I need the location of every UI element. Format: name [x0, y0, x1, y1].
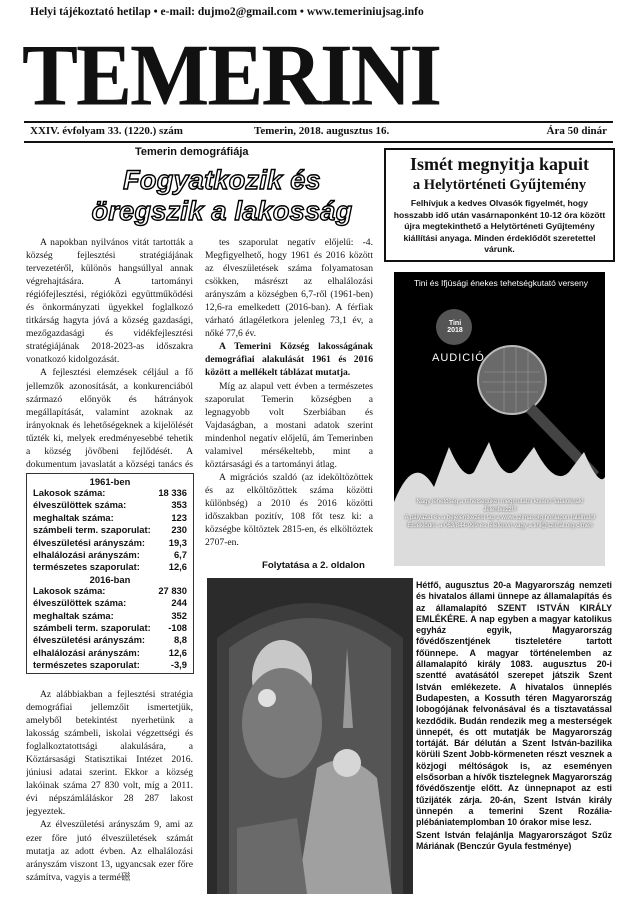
row-value: 8,8 [173, 634, 187, 646]
table-row [33, 585, 187, 597]
row-value: 352 [171, 609, 187, 621]
headline-line1: Fogyatkozik és [123, 165, 321, 195]
row-label: természetes szaporulat: [33, 561, 140, 573]
notice-text: Felhívjuk a kedves Olvasók figyelmét, hogy hosszabb idő után vasárnaponként 10-12 óra között újra megtekinthető a Helytörténeti Gyűjtemény kiállítási anyaga. Minden érdeklődőt szeretettel várunk. [393, 198, 606, 254]
row-value: 230 [171, 524, 187, 536]
table-row [33, 647, 187, 659]
header-topline: Helyi tájékoztató hetilap • e-mail: dujmo2@gmail.com • www.temeriniujsag.info [30, 6, 424, 18]
issue-bar [24, 121, 613, 143]
row-value: -3,9 [170, 659, 187, 671]
table-row [33, 634, 187, 646]
table-row [33, 537, 187, 549]
demographics-table [26, 473, 194, 674]
table-row [33, 659, 187, 671]
masthead-title: TEMERINI [22, 28, 441, 125]
headline-line2: öregszik a lakosság [91, 196, 353, 226]
article-col1-top [26, 236, 193, 468]
row-value: 123 [171, 511, 187, 523]
row-label: Lakosok száma: [33, 584, 106, 596]
paragraph: Az élveszületési arányszám 9, ami az ezer főre jutó élveszületések számát mutatja az adott évben. Az elhalálozási arányszám viszont 13, ugyancsak ezer főre számítva, vagyis a termé磁 [26, 819, 193, 883]
poster-line: Jelentkezz!!! [483, 507, 517, 513]
poster-line: Érdeklődni: a 063/844-999-es telefonon vagy a tini@szimal.org címen [407, 523, 593, 529]
row-label: élveszületési arányszám: [33, 634, 146, 646]
holiday-article [416, 580, 612, 852]
issue-date: Temerin, 2018. augusztus 16. [254, 125, 390, 137]
issue-price: Ára 50 dinár [546, 125, 607, 137]
saint-stephen-painting [207, 578, 413, 894]
article-headline [62, 165, 382, 227]
table-row [33, 597, 187, 609]
row-value: 12,6 [168, 561, 187, 573]
row-label: számbeli term. szaporulat: [33, 524, 151, 536]
notice-title: Ismét megnyitja kapuit [410, 154, 589, 174]
table-row [33, 512, 187, 524]
poster-text [400, 498, 600, 530]
table-heading-1961: 1961-ben [89, 476, 131, 487]
row-label: élveszülöttek száma: [33, 499, 127, 511]
article-col1-bottom [26, 688, 193, 894]
table-row [33, 610, 187, 622]
table-row [33, 487, 187, 499]
poster-logo: Tini 2018 [447, 320, 463, 334]
row-label: meghaltak száma: [33, 511, 114, 523]
poster-line: Nagy lehetőség a tehetségüket megmutatni kívánó fiataloknak! [416, 499, 584, 505]
poster-title: Tini és Ifjúsági énekes tehetségkutató verseny [413, 278, 589, 288]
table-heading-2016: 2016-ban [89, 573, 131, 585]
row-label: elhalálozási arányszám: [33, 646, 140, 658]
row-value: 353 [171, 499, 187, 511]
table-row [33, 524, 187, 536]
poster-audicio: AUDICIÓ [432, 352, 485, 364]
row-label: számbeli term. szaporulat: [33, 621, 151, 633]
notice-subtitle: a Helytörténeti Gyűjtemény [412, 177, 587, 193]
row-value: 244 [171, 597, 187, 609]
poster-line: A pályázat és a bejelentkezési lap a www.szimal.org honlapon található! [404, 515, 596, 521]
row-label: élveszületési arányszám: [33, 536, 146, 548]
continued-note: Folytatása a 2. oldalon [262, 560, 365, 571]
holiday-text: Hétfő, augusztus 20-a Magyarország nemzeti és hivatalos állami ünnepe az államalapítás és az államalapító SZENT ISTVÁN KIRÁLY EMLÉKÉRE. A nap egyben a magyar katolikus egyház egyik, Magyarország fővédőszentjének tiszteletére tartott főünnepe. A magyar történelemben az államalapító király 1083. augusztus 20-i szentté avatásától szerepet játszik Szent István emlékezete. A hivatalos ünneplés Budapesten, a Kossuth téren Magyarország lobogójának felvonásával és a tisztavatással kezdődik. Budán rendezik meg a mesterségek ünnepét, és ott mutatják be Magyarország tortáját. Bár délután a Szent István-bazilika körüli Szent Jobb-körmeneten részt vesznek a közjogi méltóságok is, az eseményen elsősorban a hívők tisztelegnek Magyarország fővédőszentje előtt. Az ünnepnapot az esti tűzijáték zárja. 20-án, Szent István király ünnepén a temerini Szent Rozália-plébániatemplomban 10 órakor mise lesz. [416, 580, 612, 828]
article-col2 [205, 236, 373, 562]
paragraph: Míg az alapul vett évben a természetes szaporulat Temerin községben a legnagyobb volt Szerbiában és Vajdaságban, a mostani adatok szerint mindenhol negatív előjelű, ám Temerinben valamivel mérsékeltebb, mint a köztársasági és a tartományi átlag. [205, 380, 373, 470]
row-value: 18 336 [158, 487, 187, 498]
table-row [33, 499, 187, 511]
row-value: 12,6 [168, 646, 187, 658]
table-row [33, 622, 187, 634]
row-value: 27 830 [158, 584, 187, 596]
row-value: -108 [168, 621, 187, 633]
row-label: természetes szaporulat: [33, 659, 140, 671]
row-label: élveszülöttek száma: [33, 597, 127, 609]
paragraph-bold: A Temerini Község lakosságának demográfiai alakulását 1961 és 2016 között a mellékelt táblázat mutatja. [205, 341, 373, 379]
row-value: 6,7 [173, 548, 187, 560]
paragraph: Az alábbiakban a fejlesztési stratégia demográfiai jellemzőit ismertetjük, amelyből betekintést nyerhetünk a lakosság számbeli, iskolai végzettségi és foglalkoztatottsági alakulására, a Köztársasági Statisztikai Intézet 2016. júniusi adatai szerint. Ekkor a község lakóinak száma 27 830 volt, míg a 2011. évi népszámláláskor 28 287 lakost jegyeztek. [26, 689, 193, 818]
article-kicker: Temerin demográfiája [135, 146, 249, 158]
museum-notice-box [384, 148, 615, 262]
paragraph: tes szaporulat negatív előjelű: -4. Megfigyelhető, hogy 1961 és 2016 között az élveszületések száma folyamatosan csökken, másrészt az elhalálozási arányszám a községben 6,7-ről (1961-ben) 12,6-ra emelkedett (2016-ban). A férfiak várható átlagéletkora jelenleg 73,1 év, a nőké 77,6 év. [205, 237, 373, 340]
paragraph: A migrációs szaldó (az ideköltözöttek és az elköltözöttek száma közötti különbség) a 2010 és 2016 közötti időszakban pozitív, 108 főt tesz ki: a községbe költöztek 2815-en, és elköltöztek 2707-en. [205, 471, 373, 549]
paragraph: A napokban nyilvános vitát tartották a község fejlesztési stratégiájának tervezetéről, különös hangsúllyal annak végrehajtására. A tartományi régiófejlesztési, régióközi együttműködési és önkormányzati ügyekkel foglalkozó titkárság hagyta jóvá a község gazdasági, mezőgazdasági és vidékfejlesztési stratégiájának 2018-2023-as időszakra vonatkozó kidolgozását. [26, 237, 193, 366]
issue-number: XXIV. évfolyam 33. (1220.) szám [30, 125, 183, 137]
paragraph: A fejlesztési elemzések céljául a fő jellemzők azonosítását, a konkurenciából származó előnyök és hátrányok megállapítását, valamint azoknak az irányoknak és lehetőségeknek a kijelölését tűzték ki, melyek eredményesebbé tehetik a község jövőbeni fejlődését. A dokumentum javaslatát a községi tanács és [26, 367, 193, 468]
table-row [33, 549, 187, 561]
row-value: 19,3 [168, 536, 187, 548]
row-label: elhalálozási arányszám: [33, 548, 140, 560]
audition-poster [394, 272, 605, 566]
table-row [33, 561, 187, 573]
row-label: meghaltak száma: [33, 609, 114, 621]
row-label: Lakosok száma: [33, 487, 106, 498]
painting-caption: Szent István felajánlja Magyarországot Szűz Máriának (Benczúr Gyula festménye) [416, 829, 612, 851]
painting-image [207, 578, 413, 894]
